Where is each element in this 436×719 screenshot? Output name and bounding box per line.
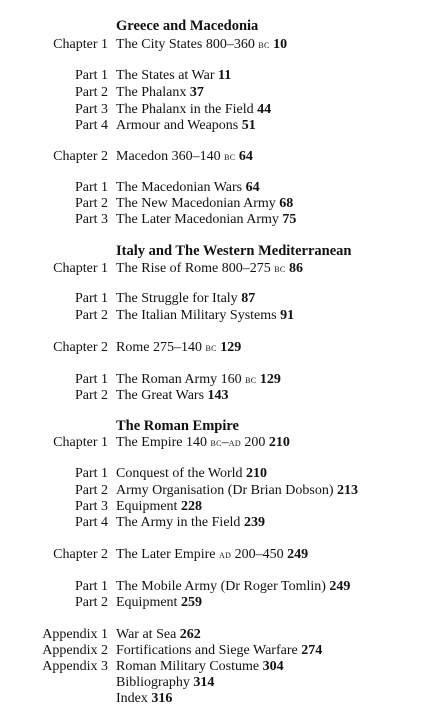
entry-label: Part 1	[74, 579, 108, 594]
entry-label: Part 1	[74, 372, 108, 387]
toc-entry	[0, 498, 436, 515]
entry-label: Part 4	[74, 118, 108, 133]
entry-title: The Struggle for Italy 87	[116, 291, 256, 306]
entry-label: Part 2	[74, 85, 108, 100]
era-suffix: bc	[274, 261, 286, 275]
entry-label: Chapter 2	[53, 547, 108, 562]
entry-label: Part 2	[74, 595, 108, 610]
section-heading	[0, 18, 436, 35]
toc-entry	[0, 642, 436, 659]
entry-label: Part 1	[74, 180, 108, 195]
entry-label: Part 2	[74, 388, 108, 403]
entry-label: Part 2	[74, 308, 108, 323]
page-number: 129	[259, 372, 281, 387]
entry-title: Roman Military Costume 304	[116, 659, 284, 674]
section-title: Greece and Macedonia	[116, 18, 259, 34]
entry-title: Bibliography 314	[116, 675, 215, 690]
entry-title: The Italian Military Systems 91	[116, 308, 295, 323]
entry-title: The Phalanx 37	[116, 85, 204, 100]
toc-entry	[0, 260, 436, 277]
entry-title: Equipment 259	[116, 595, 202, 610]
entry-label: Part 1	[74, 466, 108, 481]
toc-entry	[0, 371, 436, 388]
page-number: 68	[279, 196, 294, 211]
entry-title: The Army in the Field 239	[116, 515, 265, 530]
entry-label: Part 3	[74, 102, 108, 117]
entry-label: Part 3	[74, 499, 108, 514]
page-number: 129	[220, 340, 242, 355]
entry-label: Appendix 3	[42, 659, 108, 674]
toc-entry	[0, 36, 436, 53]
toc-entry	[0, 674, 436, 691]
page-number: 143	[207, 388, 229, 403]
era-suffix: bc	[245, 372, 257, 386]
toc-entry	[0, 148, 436, 165]
section-title: Italy and The Western Mediterranean	[116, 243, 352, 259]
page-number: 210	[268, 435, 290, 450]
toc-entry	[0, 67, 436, 84]
toc-entry	[0, 546, 436, 563]
entry-title: Rome 275–140 bc 129	[116, 340, 242, 355]
entry-label: Appendix 1	[42, 627, 108, 642]
era-suffix: bc	[205, 340, 217, 354]
toc-entry	[0, 514, 436, 531]
entry-title: The Mobile Army (Dr Roger Tomlin) 249	[116, 579, 351, 594]
entry-title: Index 316	[116, 691, 173, 706]
page-number: 10	[273, 37, 288, 52]
page-number: 11	[218, 68, 232, 83]
entry-title: The Rise of Rome 800–275 bc 86	[116, 261, 304, 276]
entry-label: Chapter 2	[53, 340, 108, 355]
toc-entry	[0, 387, 436, 404]
page-number: 274	[301, 643, 323, 658]
page-number: 304	[262, 659, 284, 674]
page-number: 228	[180, 499, 202, 514]
entry-title: Army Organisation (Dr Brian Dobson) 213	[116, 483, 358, 498]
section-heading	[0, 418, 436, 435]
entry-label: Chapter 1	[53, 37, 108, 52]
entry-label: Part 1	[74, 68, 108, 83]
entry-title: Macedon 360–140 bc 64	[116, 149, 253, 164]
toc-entry	[0, 690, 436, 707]
entry-label: Chapter 1	[53, 435, 108, 450]
era-suffix: bc	[258, 37, 270, 51]
page-number: 44	[257, 102, 272, 117]
entry-title: The City States 800–360 bc 10	[116, 37, 288, 52]
section-heading	[0, 243, 436, 260]
toc-entry	[0, 578, 436, 595]
page-number: 64	[238, 149, 253, 164]
entry-label: Part 2	[74, 196, 108, 211]
toc-entry	[0, 594, 436, 611]
toc-entry	[0, 101, 436, 118]
page-number: 249	[287, 547, 309, 562]
entry-label: Chapter 2	[53, 149, 108, 164]
entry-title: Armour and Weapons 51	[116, 118, 256, 133]
entry-title: The Empire 140 bc–ad 200 210	[116, 435, 290, 450]
page-number: 64	[245, 180, 260, 195]
entry-title: War at Sea 262	[116, 627, 201, 642]
page-number: 86	[289, 261, 304, 276]
toc-entry	[0, 465, 436, 482]
toc-entry	[0, 211, 436, 228]
page-number: 239	[243, 515, 265, 530]
page-number: 259	[180, 595, 202, 610]
page-number: 314	[193, 675, 215, 690]
entry-label: Appendix 2	[42, 643, 108, 658]
page-number: 213	[337, 483, 358, 498]
page-number: 37	[189, 85, 204, 100]
entry-title: The New Macedonian Army 68	[116, 196, 294, 211]
entry-title: The States at War 11	[116, 68, 232, 83]
page-number: 87	[241, 291, 256, 306]
entry-title: The Later Empire ad 200–450 249	[116, 547, 309, 562]
toc-entry	[0, 482, 436, 499]
entry-title: The Phalanx in the Field 44	[116, 102, 272, 117]
entry-title: The Roman Army 160 bc 129	[116, 372, 281, 387]
toc-entry	[0, 290, 436, 307]
entry-title: The Macedonian Wars 64	[116, 180, 260, 195]
entry-title: The Later Macedonian Army 75	[116, 212, 297, 227]
page-number: 75	[282, 212, 297, 227]
toc-entry	[0, 84, 436, 101]
page-number: 210	[246, 466, 268, 481]
entry-label: Part 1	[74, 291, 108, 306]
entry-label: Part 2	[74, 483, 108, 498]
page-number: 249	[329, 579, 351, 594]
section-title: The Roman Empire	[116, 418, 239, 434]
entry-label: Chapter 1	[53, 261, 108, 276]
entry-label: Part 4	[74, 515, 108, 530]
page-number: 262	[179, 627, 201, 642]
entry-title: The Great Wars 143	[116, 388, 229, 403]
entry-title: Conquest of the World 210	[116, 466, 268, 481]
toc-entry	[0, 658, 436, 675]
toc-entry	[0, 179, 436, 196]
era-suffix: bc	[224, 149, 236, 163]
toc-entry	[0, 307, 436, 324]
entry-title: Fortifications and Siege Warfare 274	[116, 643, 323, 658]
page-number: 91	[280, 308, 295, 323]
entry-title: Equipment 228	[116, 499, 202, 514]
toc-entry	[0, 195, 436, 212]
page-number: 316	[151, 691, 173, 706]
toc-entry	[0, 626, 436, 643]
page-number: 51	[241, 118, 256, 133]
toc-entry	[0, 117, 436, 134]
toc-entry	[0, 434, 436, 451]
toc-entry	[0, 339, 436, 356]
entry-label: Part 3	[74, 212, 108, 227]
